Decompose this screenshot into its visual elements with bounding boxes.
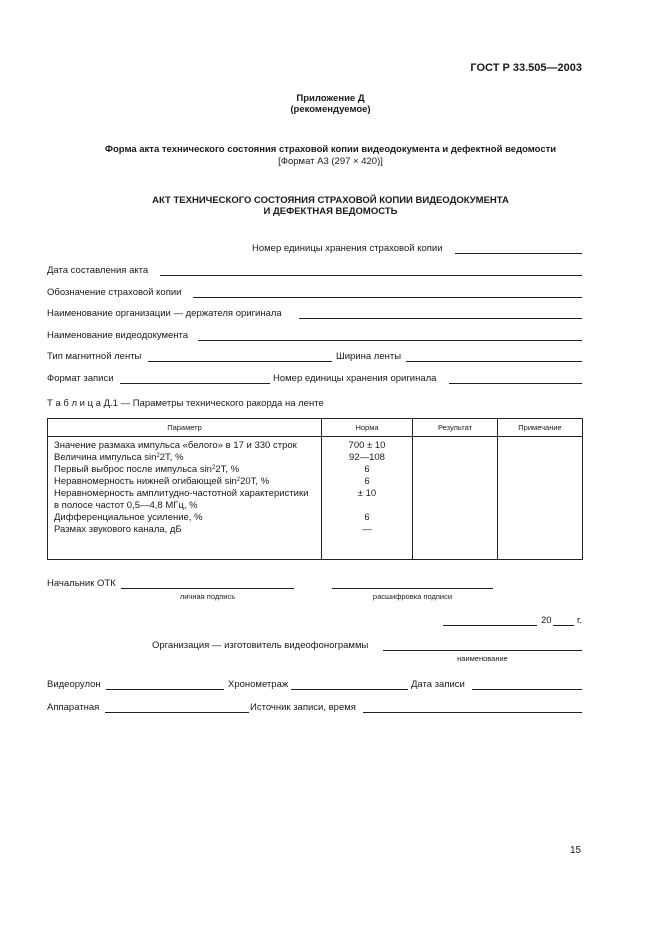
- page-number: 15: [570, 845, 582, 856]
- norm-cell: [322, 437, 413, 560]
- norm-value: —: [362, 524, 372, 535]
- video-roll-field[interactable]: [106, 689, 224, 690]
- norm-value: 6: [364, 512, 370, 523]
- record-format-label: Формат записи: [47, 373, 114, 384]
- appendix-title: Приложение Д: [296, 93, 365, 104]
- maker-org-label: Организация — изготовитель видеофонограммы: [152, 640, 369, 651]
- record-format-field[interactable]: [120, 383, 270, 384]
- table-row: [54, 452, 321, 464]
- form-title: Форма акта технического состояния страховой копии видеодокумента и дефектной ведомости: [104, 144, 557, 155]
- date-field[interactable]: [160, 275, 582, 276]
- param-text: Дифференциальное усиление, %: [54, 512, 203, 523]
- timing-label: Хронометраж: [228, 679, 289, 690]
- year-suffix: г.: [577, 615, 582, 626]
- otk-label: Начальник ОТК: [47, 578, 116, 589]
- param-sup: 2: [236, 477, 241, 483]
- norm-value: 6: [364, 476, 370, 487]
- table-header-row: [48, 419, 583, 437]
- table-row: [54, 512, 321, 524]
- date-day-month-field[interactable]: [443, 625, 537, 626]
- table-caption-prefix: Т а б л и ц а Д.1: [47, 398, 118, 409]
- video-roll-label: Видеорулон: [47, 679, 101, 690]
- original-unit-field[interactable]: [449, 383, 582, 384]
- tape-width-label: Ширина ленты: [336, 351, 402, 362]
- original-unit-label: Номер единицы хранения оригинала: [273, 373, 437, 384]
- storage-unit-field[interactable]: [455, 253, 582, 254]
- form-format: [Формат А3 (297 × 420)]: [278, 156, 383, 167]
- table-row: [54, 500, 321, 512]
- hardware-room-label: Аппаратная: [47, 702, 100, 713]
- act-title-line2: И ДЕФЕКТНАЯ ВЕДОМОСТЬ: [263, 206, 398, 217]
- norm-value: 92—108: [349, 452, 385, 463]
- table-row: [54, 476, 321, 488]
- param-text: Первый выброс после импульса sin: [54, 464, 212, 475]
- copy-designation-field[interactable]: [193, 297, 582, 298]
- param-text: в полосе частот 0,5—4,8 МГц, %: [54, 500, 198, 511]
- personal-signature-field[interactable]: [121, 588, 294, 589]
- param-sup: 2: [156, 453, 160, 459]
- tape-width-field[interactable]: [406, 361, 582, 362]
- appendix-status: (рекомендуемое): [290, 104, 371, 115]
- standard-number: ГОСТ Р 33.505—2003: [470, 62, 582, 74]
- tape-type-label: Тип магнитной ленты: [47, 351, 142, 362]
- hardware-room-field[interactable]: [105, 712, 249, 713]
- holder-org-field[interactable]: [299, 318, 582, 319]
- result-cell[interactable]: [413, 437, 498, 560]
- year-field[interactable]: [553, 625, 574, 626]
- param-text: Неравномерность амплитудно-частотной характеристики: [54, 488, 309, 499]
- param-text: Размах звукового канала, дБ: [54, 524, 182, 535]
- param-text: 2T, %: [159, 452, 184, 463]
- table-row: [54, 440, 321, 452]
- norm-value: ± 10: [357, 488, 377, 499]
- norm-value: [322, 500, 412, 512]
- tape-type-field[interactable]: [148, 361, 332, 362]
- personal-signature-caption: личная подпись: [179, 592, 236, 601]
- video-name-label: Наименование видеодокумента: [47, 330, 189, 341]
- record-date-field[interactable]: [472, 689, 582, 690]
- header-parameter: Параметр: [48, 419, 322, 437]
- video-name-field[interactable]: [198, 340, 582, 341]
- table-row: [54, 464, 321, 476]
- copy-designation-label: Обозначение страховой копии: [47, 287, 182, 298]
- note-cell[interactable]: [498, 437, 583, 560]
- date-label: Дата составления акта: [47, 265, 149, 276]
- header-norm: Норма: [322, 419, 413, 437]
- table-caption: [47, 398, 324, 410]
- year-prefix: 20: [541, 615, 552, 626]
- record-date-label: Дата записи: [411, 679, 465, 690]
- act-title-line1: АКТ ТЕХНИЧЕСКОГО СОСТОЯНИЯ СТРАХОВОЙ КОПИИ ВИДЕОДОКУМЕНТА: [152, 195, 509, 206]
- holder-org-label: Наименование организации — держателя оригинала: [47, 308, 282, 319]
- maker-org-field[interactable]: [383, 650, 582, 651]
- param-text: Неравномерность нижней огибающей sin: [54, 476, 237, 487]
- storage-unit-label: Номер единицы хранения страховой копии: [252, 243, 443, 254]
- table-body-row: [48, 437, 583, 560]
- table-caption-text: — Параметры технического ракорда на ленте: [117, 398, 324, 409]
- param-text: 2T, %: [215, 464, 240, 475]
- source-time-field[interactable]: [363, 712, 582, 713]
- norm-value: 6: [364, 464, 370, 475]
- table-row: [54, 488, 321, 500]
- parameter-cell: [48, 437, 322, 560]
- source-time-label: Источник записи, время: [250, 702, 356, 713]
- param-sup: 2: [211, 465, 216, 471]
- table-row: [54, 524, 321, 536]
- param-text: 20T, %: [240, 476, 270, 487]
- parameters-table: [47, 418, 583, 560]
- header-note: Примечание: [498, 419, 583, 437]
- param-text: Величина импульса sin: [54, 452, 157, 463]
- norm-value: 700 ± 10: [348, 440, 386, 451]
- header-result: Результат: [413, 419, 498, 437]
- signature-decode-field[interactable]: [332, 588, 493, 589]
- name-caption: наименование: [457, 654, 508, 663]
- signature-decode-caption: расшифровка подписи: [372, 592, 453, 601]
- param-text: Значение размаха импульса «белого» в 17 и 330 строк: [54, 440, 297, 451]
- timing-field[interactable]: [291, 689, 408, 690]
